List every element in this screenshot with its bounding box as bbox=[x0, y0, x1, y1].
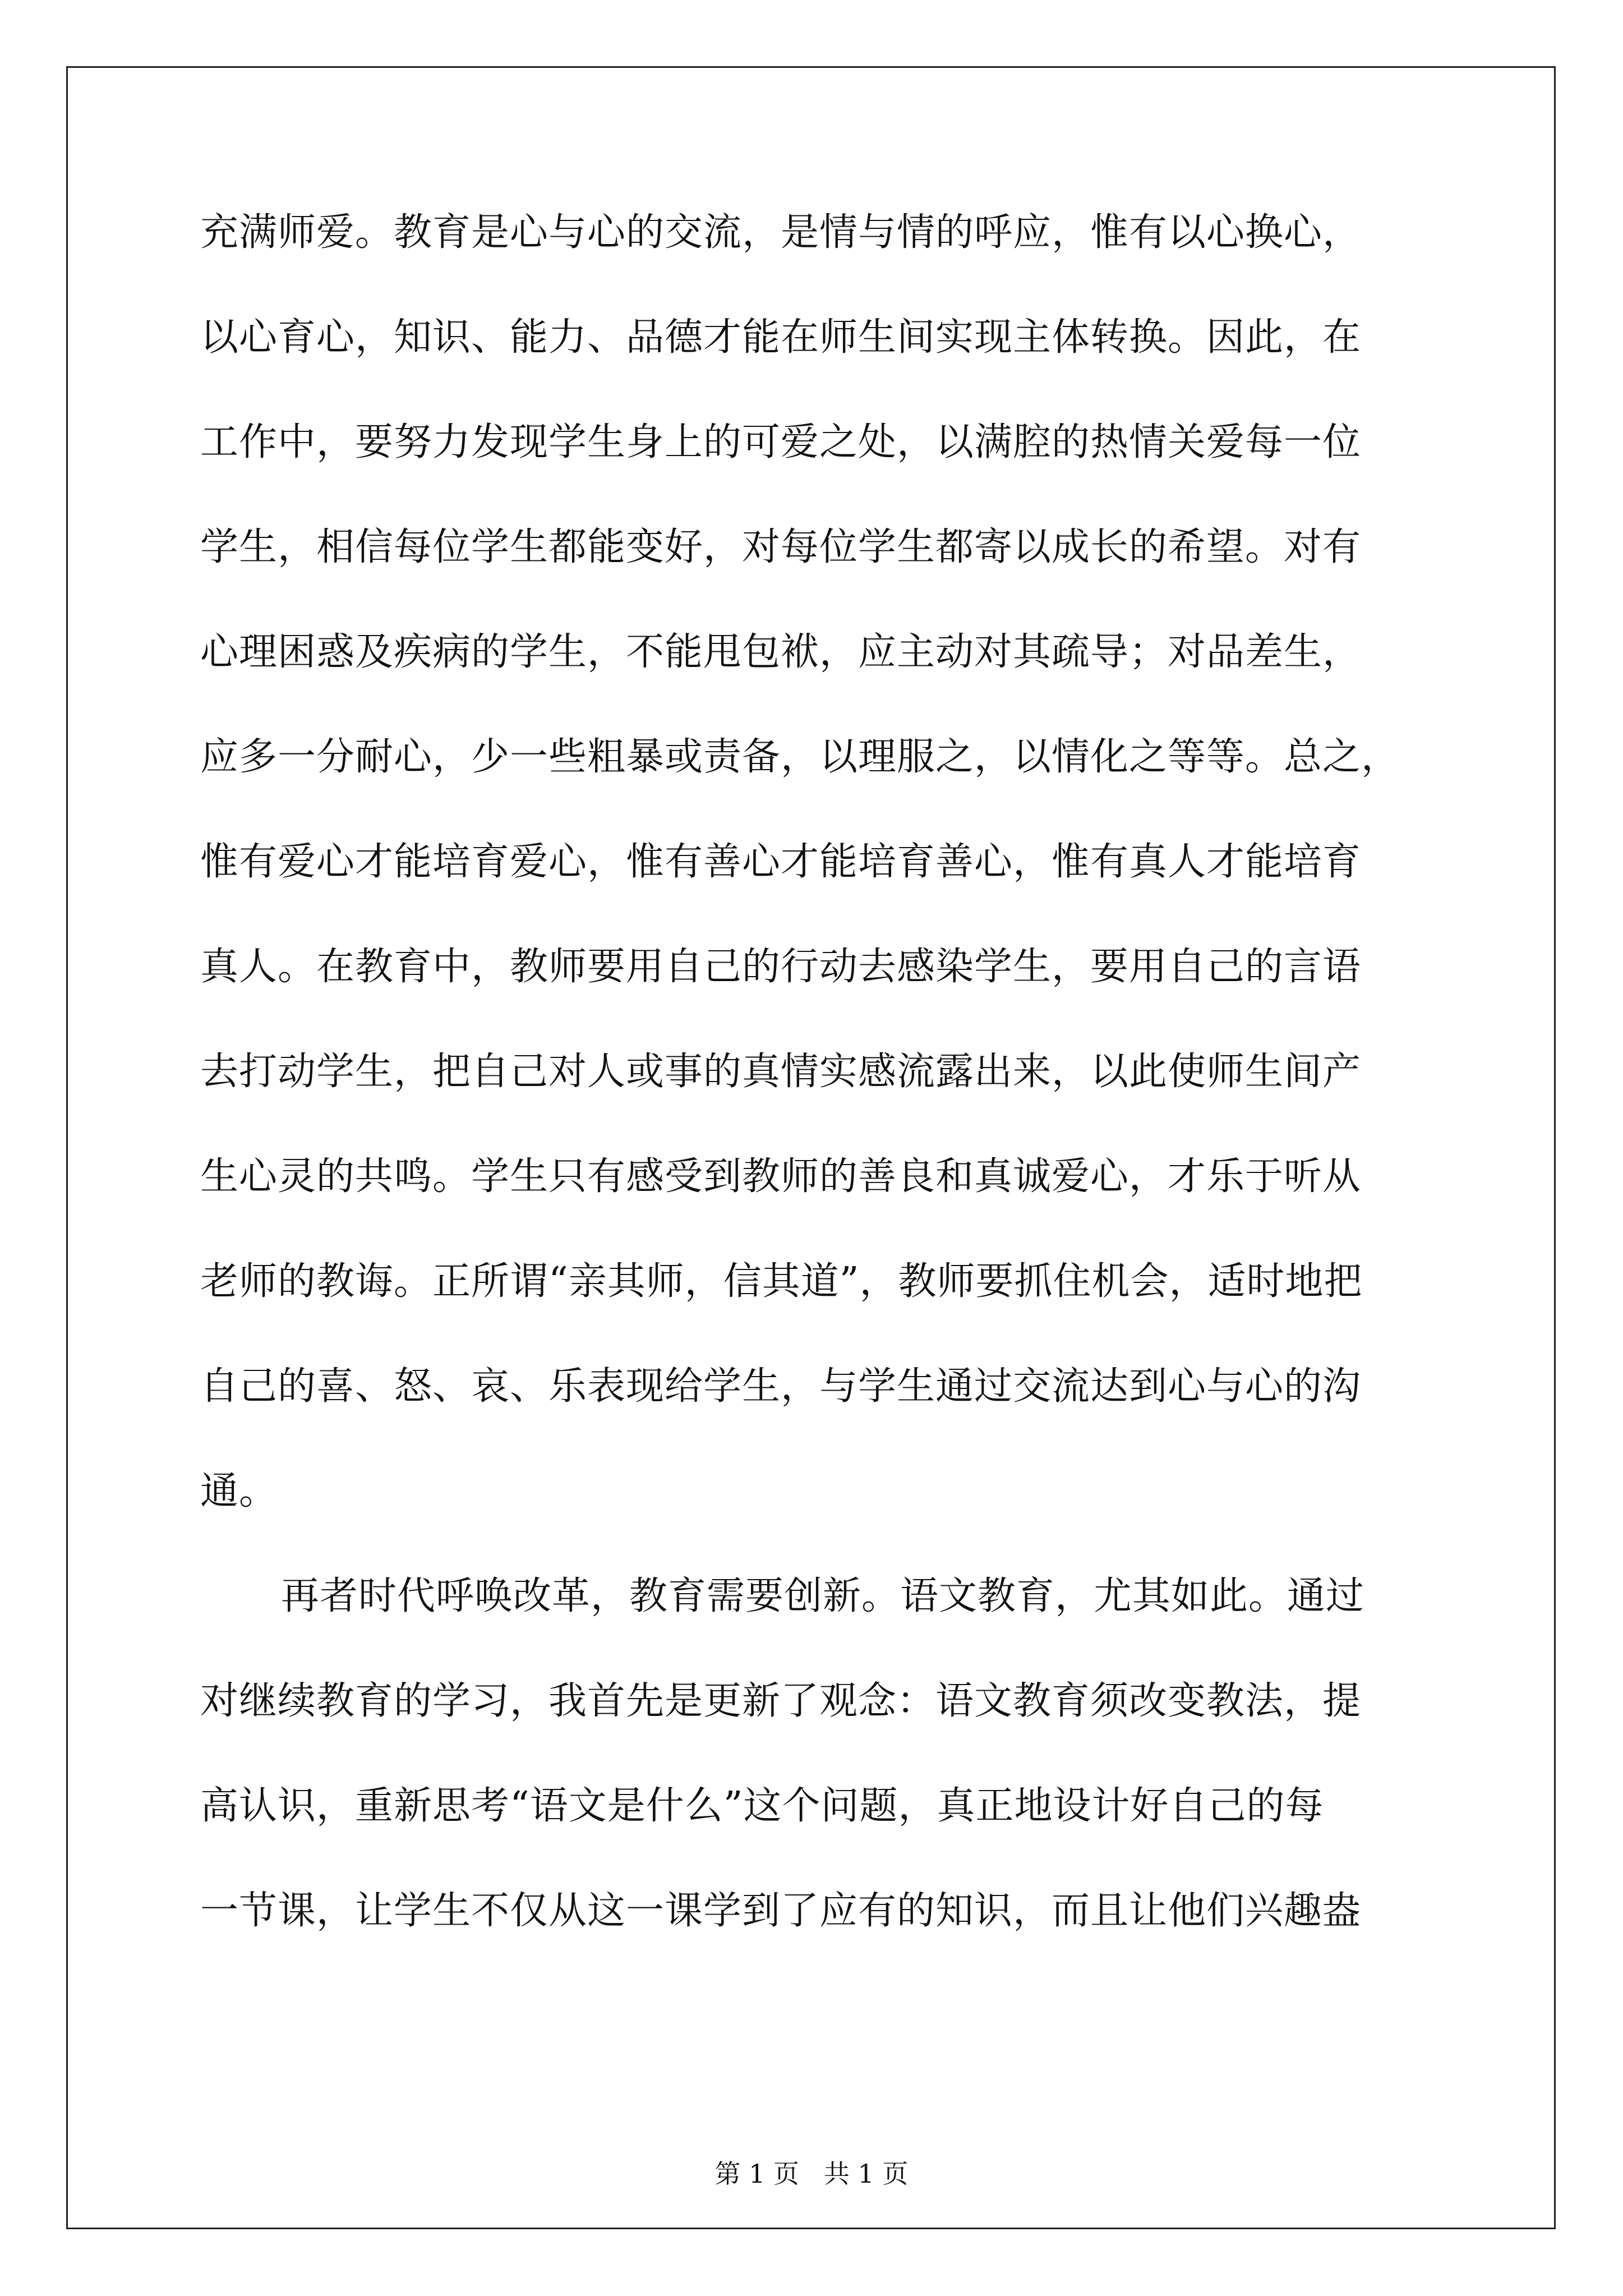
text-line: 心理困惑及疾病的学生，不能甩包袱，应主动对其疏导；对品差生， bbox=[200, 630, 1362, 674]
text-line: 再者时代呼唤改革，教育需要创新。语文教育，尤其如此。通过 bbox=[281, 1574, 1365, 1618]
text-line: 一节课，让学生不仅从这一课学到了应有的知识，而且让他们兴趣盎 bbox=[200, 1889, 1362, 1933]
text-line: 应多一分耐心，少一些粗暴或责备，以理服之，以情化之等等。总之， bbox=[200, 735, 1400, 779]
text-line: 学生，相信每位学生都能变好，对每位学生都寄以成长的希望。对有 bbox=[200, 525, 1362, 569]
text-line: 对继续教育的学习，我首先是更新了观念：语文教育须改变教法，提 bbox=[200, 1679, 1362, 1723]
text-line: 高认识，重新思考“语文是什么”这个问题，真正地设计好自己的每 bbox=[200, 1784, 1324, 1828]
text-line: 老师的教诲。正所谓“亲其师，信其道”，教师要抓住机会，适时地把 bbox=[200, 1259, 1363, 1304]
text-line: 真人。在教育中，教师要用自己的行动去感染学生，要用自己的言语 bbox=[200, 945, 1362, 989]
text-line: 去打动学生，把自己对人或事的真情实感流露出来，以此使师生间产 bbox=[200, 1050, 1362, 1094]
text-line: 充满师爱。教育是心与心的交流，是情与情的呼应，惟有以心换心， bbox=[200, 210, 1362, 255]
text-line: 生心灵的共鸣。学生只有感受到教师的善良和真诚爱心，才乐于听从 bbox=[200, 1154, 1362, 1199]
text-line: 惟有爱心才能培育爱心，惟有善心才能培育善心，惟有真人才能培育 bbox=[200, 840, 1362, 884]
text-line: 通。 bbox=[200, 1469, 278, 1513]
text-line: 以心育心，知识、能力、品德才能在师生间实现主体转换。因此，在 bbox=[200, 315, 1362, 360]
page-number-footer: 第 1 页 共 1 页 bbox=[714, 2159, 909, 2189]
text-line: 工作中，要努力发现学生身上的可爱之处，以满腔的热情关爱每一位 bbox=[200, 420, 1362, 464]
text-line: 自己的喜、怒、哀、乐表现给学生，与学生通过交流达到心与心的沟 bbox=[200, 1364, 1362, 1409]
